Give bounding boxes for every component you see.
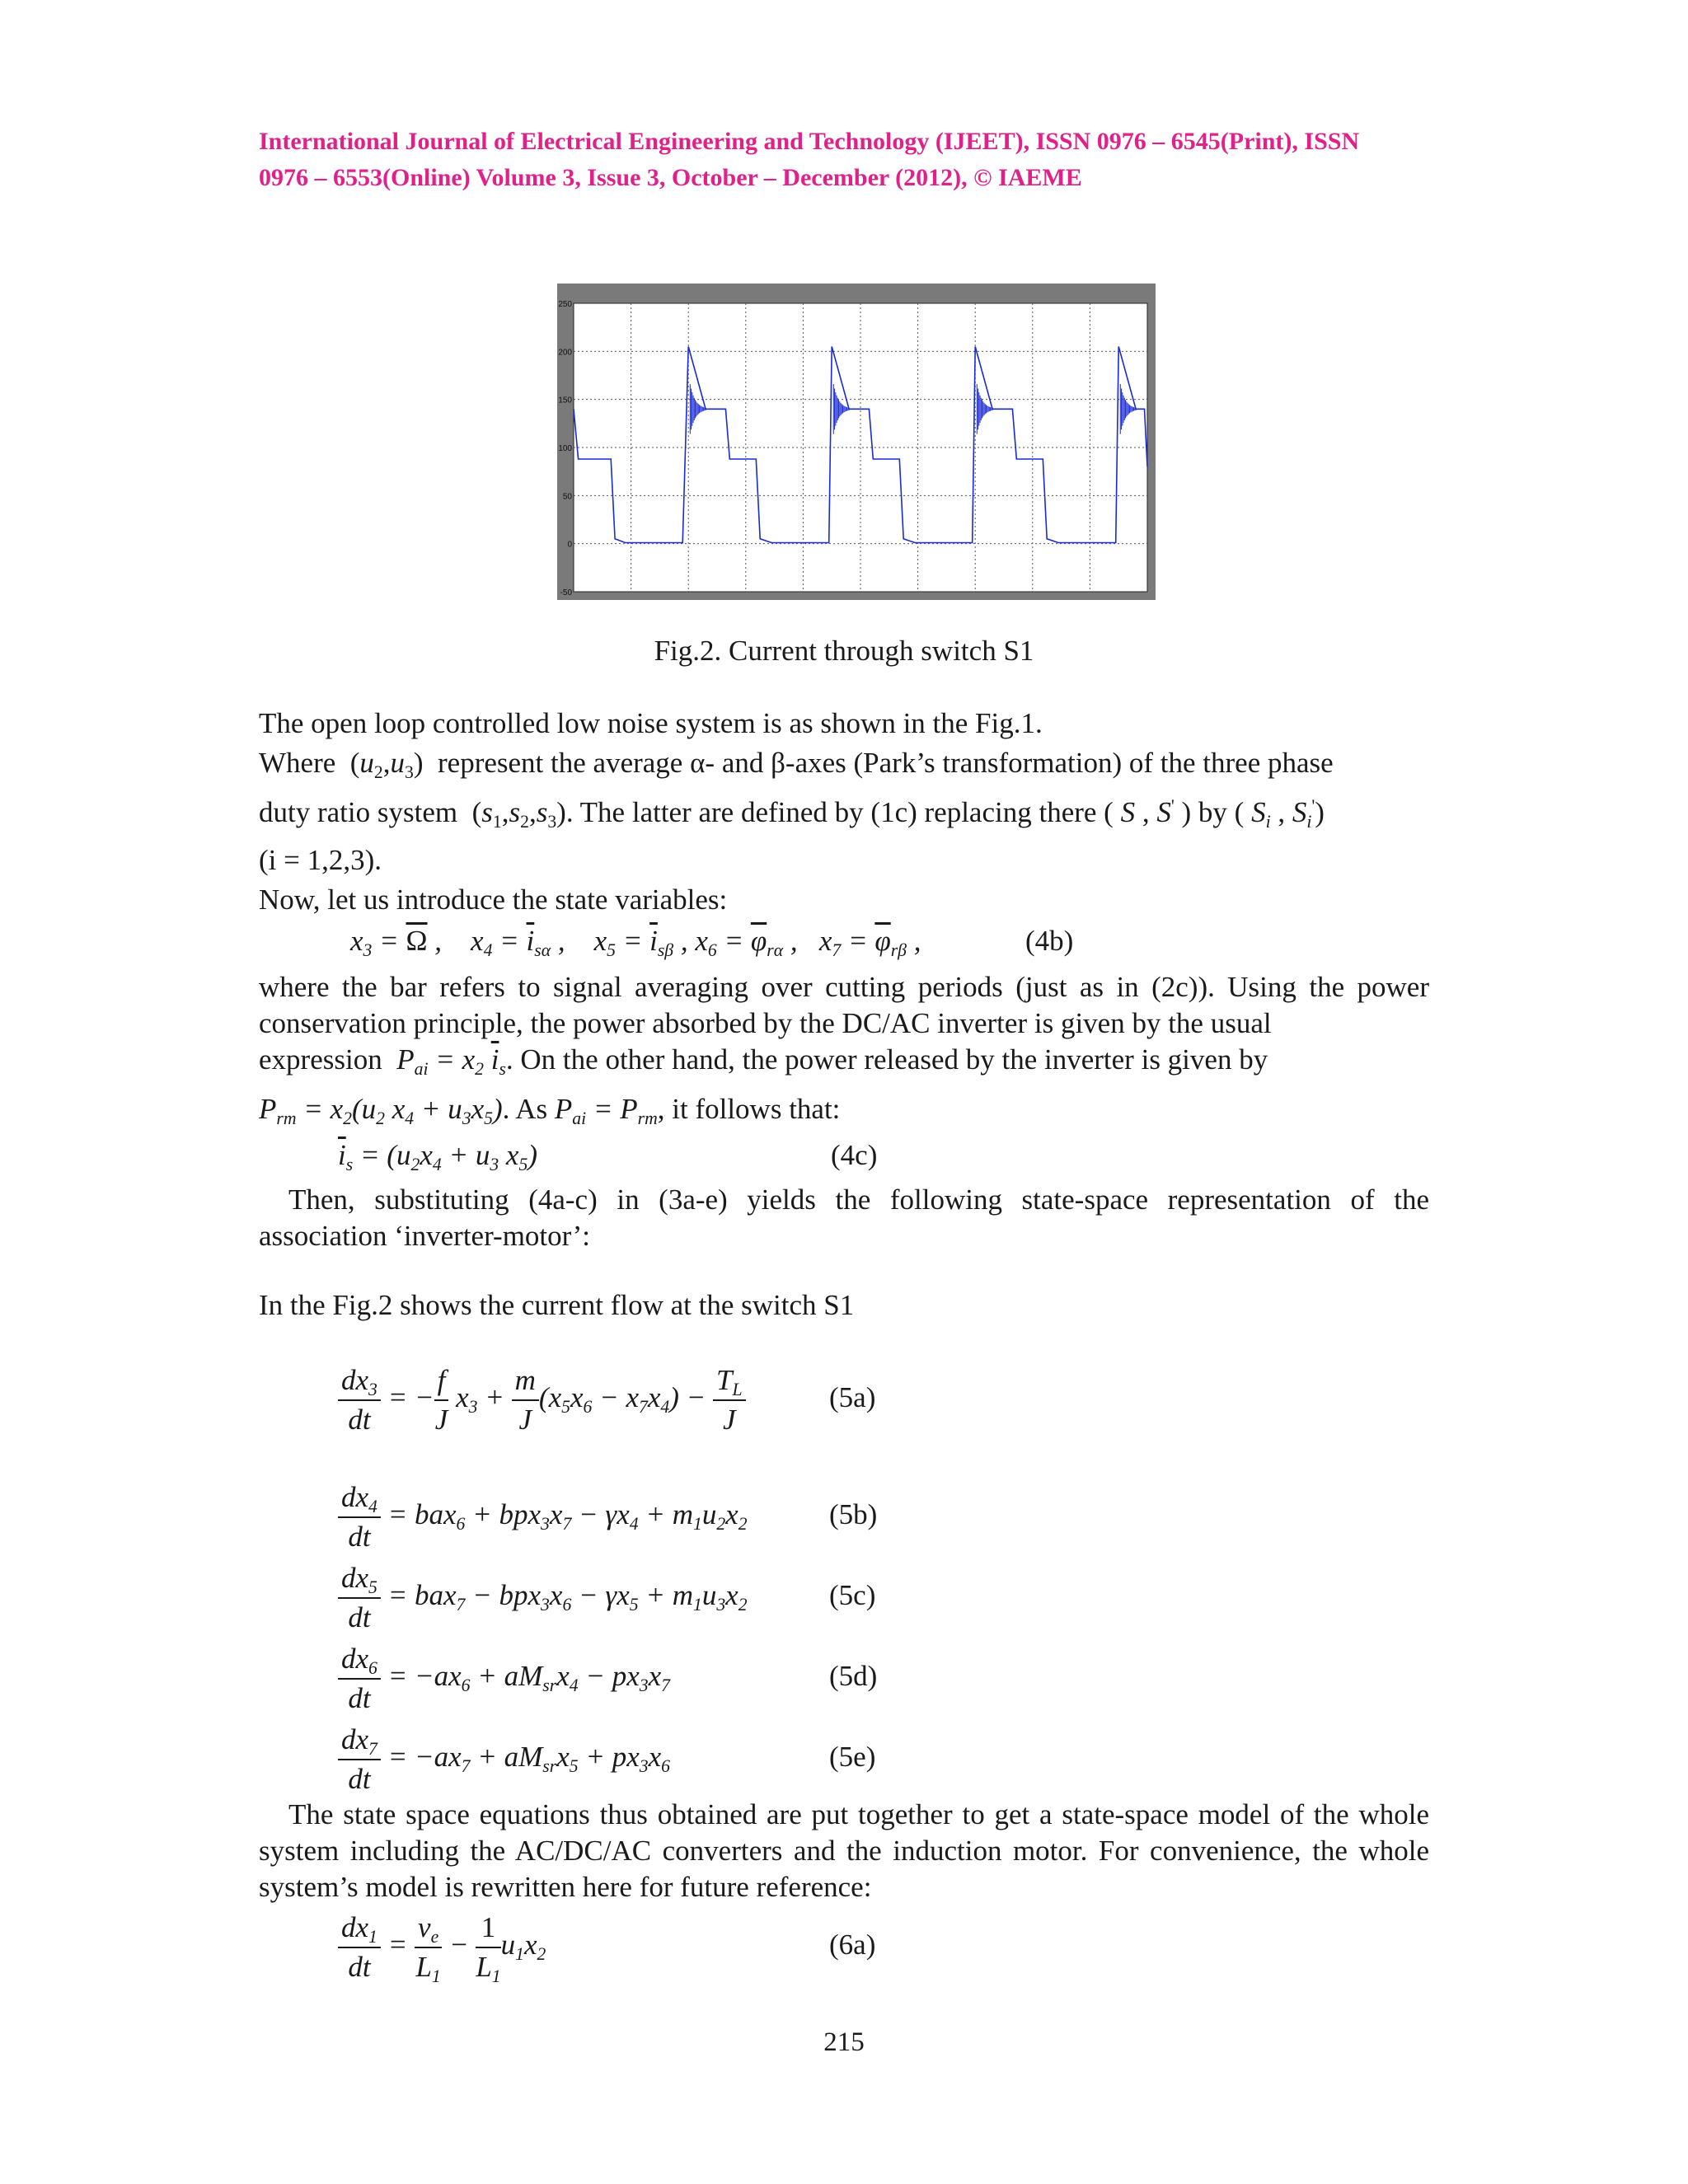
math-pai-eq-prm: $P_{ai} = P_{rm}$ — [554, 1093, 658, 1128]
y-tick-label: 200 — [558, 348, 572, 358]
equation-5a: $\frac{dx_3}{dt}$ = − $\frac{f}{J}$ $x_3$ + $\frac{m}{J}$ $(x_5x_6 - x_7x_4)$ − $\frac{T_L}{J}$ — [338, 1361, 746, 1439]
paragraph-power-conservation: where the bar refers to signal averaging over cutting periods (just as in (2c)). Using the power conservation principle, the power absorbed by the DC/AC inverter is given by the usual — [259, 971, 1429, 1039]
paragraph-duty-ratio — [259, 796, 1325, 832]
y-tick-label: 100 — [558, 444, 572, 453]
paragraph-prm — [259, 1093, 840, 1126]
paragraph-i-index: (i = 1,2,3). — [259, 844, 382, 876]
prm-text-a: . As — [502, 1093, 548, 1125]
paragraph-substituting: Then, substituting (4a-c) in (3a-e) yields the following state-space representation of the association ‘inverter-motor’: — [259, 1183, 1429, 1252]
equation-4c-number: (4c) — [831, 1139, 878, 1171]
equation-5e: $\frac{dx_7}{dt}$ = $-ax_7 + aM_{sr}x_5 + px_3x_6$ — [338, 1721, 670, 1798]
figure-current-switch-s1 — [557, 284, 1156, 600]
equation-4b-number: (4b) — [1025, 925, 1074, 957]
y-tick-label: 250 — [558, 300, 572, 309]
paragraph-state-space-model: The state space equations thus obtained are put together to get a state-space model of the whole system including the AC/DC/AC converters and the induction motor. For convenience, the whole system’s model is rewritten here for future reference: — [259, 1798, 1429, 1903]
where-rest: represent the average α- and β-axes (Park’s transformation) of the three phase — [438, 747, 1334, 779]
duty-ratio-text-b: . The latter are defined by (1c) replacing there ( — [565, 796, 1114, 828]
current-plot — [557, 284, 1156, 600]
math-si-siprime: $S_i$ , $S_i'$ — [1251, 796, 1315, 832]
prm-text-b: , it follows that: — [657, 1093, 841, 1125]
journal-header — [259, 124, 1429, 196]
duty-ratio-text-a: duty ratio system — [259, 796, 458, 828]
math-s-sprime: S , S' — [1120, 796, 1175, 828]
figure-caption: Fig.2. Current through switch S1 — [654, 635, 1034, 667]
equation-5d-number: (5d) — [829, 1660, 878, 1692]
equation-5b: $\frac{dx_4}{dt}$ = $bax_6 + bpx_3x_7 - \gamma x_4 + m_1u_2x_2$ — [338, 1479, 748, 1556]
math-pai: $P_{ai} = x_2$ $\overline{i}_s$ — [389, 1043, 506, 1079]
expression-text-a: expression — [259, 1043, 382, 1076]
equation-5e-number: (5e) — [829, 1741, 876, 1773]
paragraph-state-variables: Now, let us introduce the state variables: — [259, 883, 728, 916]
paragraph-where — [259, 747, 1334, 780]
equation-6a: $\frac{dx_1}{dt}$ = $\frac{v_e}{L_1}$ − $\frac{1}{L_1}$ $u_1x_2$ — [338, 1909, 546, 1986]
equation-5c: $\frac{dx_5}{dt}$ = $bax_7 - bpx_3x_6 - \gamma x_5 + m_1u_3x_2$ — [338, 1559, 748, 1637]
y-tick-label: 150 — [558, 396, 572, 405]
paragraph-fig2-reference: In the Fig.2 shows the current flow at the switch S1 — [259, 1289, 855, 1321]
math-prm: $P_{rm} = x_2(u_2$ $x_4 + u_3x_5$) — [259, 1093, 503, 1128]
where-word: Where — [259, 747, 336, 779]
journal-header-line-1: International Journal of Electrical Engineering and Technology (IJEET), ISSN 0976 – 6545(Print), ISSN — [259, 128, 1360, 155]
y-tick-label: 0 — [567, 540, 572, 550]
y-tick-label: 50 — [562, 492, 572, 502]
equation-4b: $x_3 = \overline{\Omega}$ , $x_4 = \overline{i}_{s\alpha}$ , $x_5 = \overline{i}_{s\beta}$ , $x_6 = \overline{\varphi}_{r\alpha}$ , $x_7 = \overline{\varphi}_{r\beta}$ , — [350, 925, 921, 960]
equation-5c-number: (5c) — [829, 1579, 876, 1611]
math-s1-s2-s3: $(s_1,s_2,s_3)$ — [464, 796, 566, 832]
equation-4c: $\overline{i}_s = (u_2x_4 + u_3$ $x_5$) — [338, 1139, 537, 1174]
journal-header-line-2: 0976 – 6553(Online) Volume 3, Issue 3, October – December (2012), © IAEME — [259, 164, 1082, 191]
paragraph-intro: The open loop controlled low noise system is as shown in the Fig.1. — [259, 707, 1043, 739]
paragraph-expression — [259, 1043, 1429, 1079]
equation-6a-number: (6a) — [829, 1929, 876, 1961]
page-number: 215 — [823, 2027, 865, 2057]
equation-5b-number: (5b) — [829, 1498, 878, 1530]
expression-text-b: . On the other hand, the power released by the inverter is given by — [505, 1043, 1268, 1076]
equation-5d: $\frac{dx_6}{dt}$ = $-ax_6 + aM_{sr}x_4 - px_3x_7$ — [338, 1640, 670, 1718]
math-u2-u3: $(u_2,u_3)$ — [343, 747, 431, 782]
y-tick-label: -50 — [560, 588, 572, 598]
duty-ratio-text-d: ) — [1315, 796, 1325, 828]
equation-5a-number: (5a) — [829, 1381, 876, 1413]
duty-ratio-text-c: ) by ( — [1181, 796, 1245, 828]
